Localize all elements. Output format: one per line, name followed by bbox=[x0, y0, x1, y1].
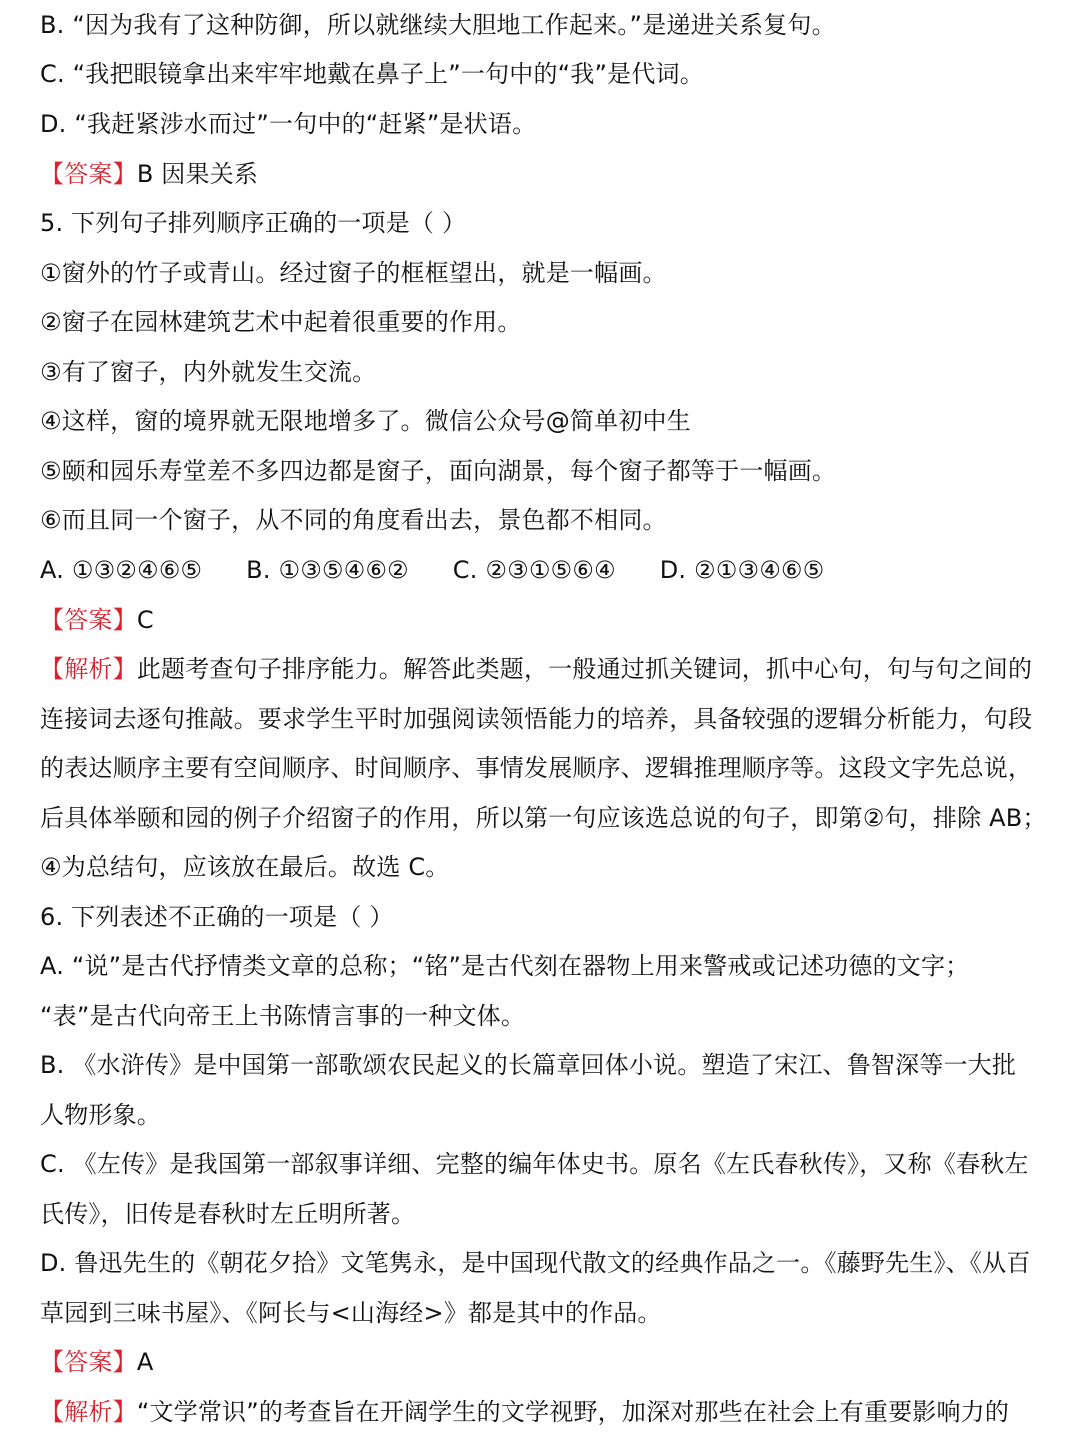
analysis-tag: 【解析】 bbox=[40, 655, 137, 683]
q5-sentence-5: ⑤颐和园乐寿堂差不多四边都是窗子，面向湖景，每个窗子都等于一幅画。 bbox=[40, 457, 837, 485]
analysis-tag: 【解析】 bbox=[40, 1398, 137, 1426]
q6-answer-text: A bbox=[136, 1348, 154, 1376]
q5-stem: 5. 下列句子排列顺序正确的一项是（ ） bbox=[40, 209, 467, 237]
q6-analysis-line-1 bbox=[40, 1397, 1055, 1427]
q5-analysis-text-1: 此题考查句子排序能力。解答此类题，一般通过抓关键词，抓中心句，句与句之间的 bbox=[136, 655, 1033, 683]
q4-option-b: B. “因为我有了这种防御，所以就继续大胆地工作起来。”是递进关系复句。 bbox=[40, 11, 836, 39]
q5-option-c: C. ②③①⑤⑥④ bbox=[452, 556, 616, 584]
q5-analysis-line-1 bbox=[40, 654, 1055, 684]
q6-option-c-line-1: C. 《左传》是我国第一部叙事详细、完整的编年体史书。原名《左氏春秋传》，又称《春秋左 bbox=[40, 1150, 1029, 1178]
q5-sentence-3: ③有了窗子，内外就发生交流。 bbox=[40, 358, 377, 386]
q5-option-b: B. ①③⑤④⑥② bbox=[246, 556, 409, 584]
q6-stem: 6. 下列表述不正确的一项是（ ） bbox=[40, 903, 394, 931]
q5-answer bbox=[40, 605, 1055, 635]
q6-option-d-line-1: D. 鲁迅先生的《朝花夕拾》文笔隽永，是中国现代散文的经典作品之一。《藤野先生》、《从百 bbox=[40, 1249, 1031, 1277]
q5-analysis-line-3: 的表达顺序主要有空间顺序、时间顺序、事情发展顺序、逻辑推理顺序等。这段文字先总说， bbox=[40, 754, 1033, 782]
q5-option-d: D. ②①③④⑥⑤ bbox=[659, 556, 825, 584]
q5-option-a: A. ①③②④⑥⑤ bbox=[40, 556, 203, 584]
q5-options bbox=[40, 555, 1055, 585]
q5-sentence-1: ①窗外的竹子或青山。经过窗子的框框望出，就是一幅画。 bbox=[40, 259, 667, 287]
q6-option-a-line-1: A. “说”是古代抒情类文章的总称；“铭”是古代刻在器物上用来警戒或记述功德的文字； bbox=[40, 952, 970, 980]
q6-option-a-line-2: “表”是古代向帝王上书陈情言事的一种文体。 bbox=[40, 1002, 526, 1030]
q5-analysis-line-5: ④为总结句，应该放在最后。故选 C。 bbox=[40, 853, 450, 881]
q5-sentence-4: ④这样，窗的境界就无限地增多了。微信公众号@简单初中生 bbox=[40, 407, 691, 435]
answer-tag: 【答案】 bbox=[40, 1348, 137, 1376]
answer-tag: 【答案】 bbox=[40, 606, 137, 634]
q4-option-c: C. “我把眼镜拿出来牢牢地戴在鼻子上”一句中的“我”是代词。 bbox=[40, 60, 704, 88]
q5-analysis-line-4: 后具体举颐和园的例子介绍窗子的作用，所以第一句应该选总说的句子，即第②句，排除 AB； bbox=[40, 804, 1047, 832]
q4-answer bbox=[40, 159, 1055, 189]
q6-option-b-line-2: 人物形象。 bbox=[40, 1101, 161, 1129]
q4-answer-text: B 因果关系 bbox=[136, 160, 259, 188]
q5-analysis-line-2: 连接词去逐句推敲。要求学生平时加强阅读领悟能力的培养，具备较强的逻辑分析能力，句段 bbox=[40, 705, 1033, 733]
q4-option-d: D. “我赶紧涉水而过”一句中的“赶紧”是状语。 bbox=[40, 110, 537, 138]
q6-analysis-text-1: “文学常识”的考查旨在开阔学生的文学视野，加深对那些在社会上有重要影响力的 bbox=[136, 1398, 1010, 1426]
q6-option-b-line-1: B. 《水浒传》是中国第一部歌颂农民起义的长篇章回体小说。塑造了宋江、鲁智深等一大批 bbox=[40, 1051, 1017, 1079]
answer-tag: 【答案】 bbox=[40, 160, 137, 188]
q6-option-c-line-2: 氏传》，旧传是春秋时左丘明所著。 bbox=[40, 1200, 416, 1228]
q6-option-d-line-2: 草园到三味书屋》、《阿长与<山海经>》都是其中的作品。 bbox=[40, 1299, 662, 1327]
q5-answer-text: C bbox=[136, 606, 154, 634]
q5-sentence-6: ⑥而且同一个窗子，从不同的角度看出去，景色都不相同。 bbox=[40, 506, 667, 534]
q6-answer bbox=[40, 1347, 1055, 1377]
q5-sentence-2: ②窗子在园林建筑艺术中起着很重要的作用。 bbox=[40, 308, 522, 336]
